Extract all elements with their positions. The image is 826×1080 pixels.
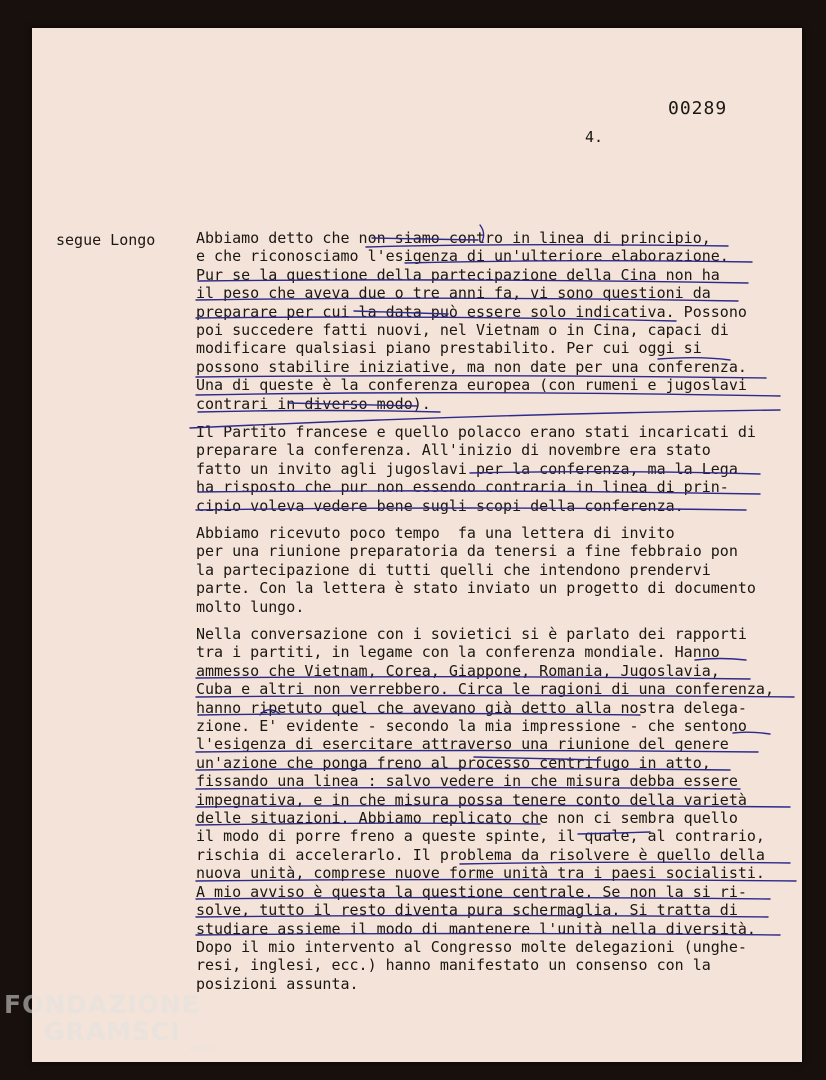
paragraph-3: Abbiamo ricevuto poco tempo fa una lettera di invito per una riunione preparatoria da tenersi a fine febbraio pon la partecipazione di tutti quelli che intendono prendervi parte. Con la lettera è stato inviato un progetto di documento molto lungo. [196, 524, 756, 616]
paragraph-4: Nella conversazione con i sovietici si è parlato dei rapporti tra i partiti, in legame con la conferenza mondiale. Hanno ammesso che Vietnam, Corea, Giappone, Romania, Jugoslavia, Cuba e altri non verrebbero. Circa le ragioni di una conferenza, hanno ripetuto quel che avevano già detto alla nostra delega- zione. E' evidente - secondo la mia impressione - che sentono l'esigenza di esercitare attraverso una riunione del genere un'azione che ponga freno al processo centrifugo in atto, fissando una linea : salvo vedere in che misura debba essere impegnativa, e in che misura possa tenere conto della varietà delle situazioni. Abbiamo replicato che non ci sembra quello il modo di porre freno a queste spinte, il quale, al contrario, rischia di accelerarlo. Il problema da risolvere è quello della nuova unità, comprese nuove forme unità tra i paesi socialisti. A mio avviso è questa la questione centrale. Se non la si ri- solve, tutto il resto diventa pura schermaglia. Si tratta di studiare assieme il modo di mantenere l'unità nella diversità. Dopo il mio intervento al Congresso molte delegazioni (unghe- resi, inglesi, ecc.) hanno manifestato un consenso con la posizioni assunta. [196, 625, 774, 993]
speaker-label: segue Longo [56, 231, 156, 249]
document-number: 00289 [668, 98, 728, 119]
watermark-line3: onlus [190, 1044, 215, 1054]
paragraph-2: Il Partito francese e quello polacco erano stati incaricati di preparare la conferenza. All'inizio di novembre era stato fatto un invito agli jugoslavi per la conferenza, ma la Lega ha risposto che pur non essendo contraria in linea di prin- cipio voleva vedere bene sugli scopi della conferenza. [196, 423, 756, 515]
watermark-line1: FONDAZIONE [4, 990, 201, 1019]
paragraph-1: Abbiamo detto che non siamo contro in linea di principio, e che riconosciamo l'esigenza di un'ulteriore elaborazione. Pur se la questione della partecipazione della Cina non ha il peso che aveva due o tre anni fa, vi sono questioni da preparare per cui la data può essere solo indicativa. Possono poi succedere fatti nuovi, nel Vietnam o in Cina, capaci di modificare qualsiasi piano prestabilito. Per cui oggi si possono stabilire iniziative, ma non date per una conferenza. Una di queste è la conferenza europea (con rumeni e jugoslavi contrari in diverso modo). [196, 229, 747, 413]
watermark-line2: GRAMSCI [44, 1017, 181, 1046]
watermark [4, 990, 215, 1054]
page-number: 4. [585, 128, 604, 146]
